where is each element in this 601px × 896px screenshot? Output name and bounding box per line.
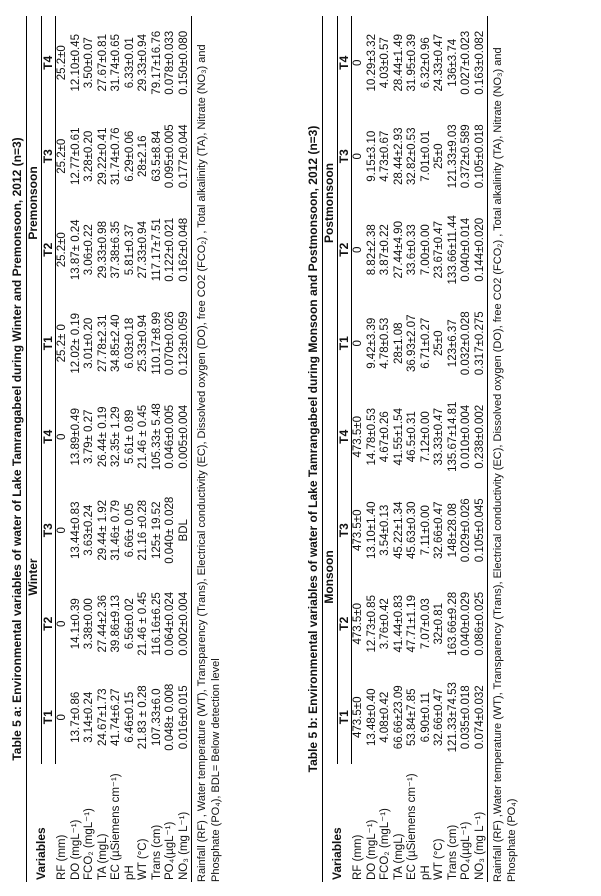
- value-cell: 6.46±0.15: [123, 691, 136, 743]
- value-cell: 32.66±0.47: [433, 688, 445, 746]
- value-cell: 32.66±0.47: [433, 501, 445, 559]
- value-cell: 0: [56, 620, 68, 627]
- value-cell: 29.33±0.94: [137, 34, 149, 92]
- value-cell: 0.040± 0.028: [164, 496, 176, 564]
- value-cell: 24.33±0.47: [433, 34, 445, 92]
- site-column-header: T1: [337, 671, 352, 765]
- value-cell: 0.040±0.029: [460, 591, 472, 656]
- value-cell: 0.317±0.275: [474, 297, 488, 391]
- value-cell: 0.078±0.033: [164, 30, 176, 95]
- site-column-header: T2: [337, 203, 352, 297]
- variables-header: Variables: [323, 764, 352, 882]
- table-row: [474, 16, 488, 882]
- variable-label: RF (mm): [351, 834, 364, 880]
- site-column-header: T2: [41, 577, 56, 671]
- value-cell: 31.46± 0.79: [110, 499, 122, 561]
- value-cell: 473.5±0: [352, 416, 364, 458]
- value-cell: 0.122±0.021: [164, 217, 176, 282]
- variable-label: RF (mm): [55, 834, 68, 880]
- variable-label: PO₄(µgL⁻¹): [164, 821, 176, 880]
- site-column-header: T4: [337, 390, 352, 484]
- value-cell: 9.42±3.39: [365, 317, 378, 369]
- table-row: [420, 16, 434, 882]
- value-cell: 0.040±0.014: [460, 217, 472, 282]
- table-row: [433, 16, 447, 882]
- value-cell: 25.33±0.94: [137, 314, 149, 372]
- value-cell: 133.66±11.44: [446, 215, 459, 285]
- value-cell: 0.095±0.005: [164, 124, 176, 189]
- variable-label: WT (°C): [433, 838, 445, 880]
- value-cell: 39.86±9.13: [110, 595, 122, 653]
- value-cell: 41.44±0.83: [392, 595, 405, 653]
- value-cell: 3.54±0.13: [379, 504, 391, 556]
- variable-label: TA (mgL): [96, 833, 109, 880]
- variable-label: EC (µSiemens cm⁻¹): [406, 773, 418, 880]
- value-cell: 21.46 ± 0.45: [137, 591, 149, 656]
- table-row: [406, 16, 420, 882]
- value-cell: 0.105±0.045: [474, 484, 488, 578]
- value-cell: 25.2±0: [56, 45, 68, 81]
- site-column-header: T2: [41, 203, 56, 297]
- value-cell: 27.78±2.31: [96, 314, 109, 372]
- value-cell: 36.93±2.07: [406, 314, 418, 372]
- value-cell: 0.064±0.024: [164, 591, 176, 656]
- value-cell: 4.73±0.67: [379, 130, 391, 182]
- value-cell: 6.32±0.96: [419, 37, 432, 89]
- table-row: [124, 16, 138, 882]
- value-cell: 29.44± 1.92: [96, 499, 109, 561]
- value-cell: 121.33±9.03: [446, 124, 459, 189]
- value-cell: 6.29±0.06: [123, 130, 136, 182]
- table-5a-grid: [26, 16, 192, 882]
- value-cell: 53.84±7.85: [406, 688, 418, 746]
- value-cell: 28.44±1.49: [392, 34, 405, 92]
- value-cell: 105.33± 5.48: [150, 403, 163, 471]
- value-cell: 6.66± 0.05: [123, 503, 136, 558]
- value-cell: 6.71±0.27: [419, 317, 432, 369]
- value-cell: 13.10±1.40: [365, 501, 378, 559]
- value-cell: 27.67±0.81: [96, 34, 109, 92]
- value-cell: 41.74±6.27: [110, 688, 122, 746]
- value-cell: 45.63±0.30: [406, 501, 418, 559]
- value-cell: 29.33±0.98: [96, 221, 109, 279]
- value-cell: 0.162±0.048: [178, 203, 192, 297]
- value-cell: 473.5±0: [352, 509, 364, 551]
- value-cell: 7.07±0.03: [419, 598, 432, 650]
- table-row: [110, 16, 124, 882]
- value-cell: 21.46 ± 0.45: [137, 404, 149, 469]
- value-cell: 107.33±6.0: [150, 688, 163, 746]
- value-cell: 31.95±0.39: [406, 34, 418, 92]
- variable-label: pH: [419, 865, 432, 880]
- value-cell: 135.67±14.81: [446, 401, 459, 472]
- site-column-header: T3: [41, 110, 56, 204]
- value-cell: 0.048± 0.008: [164, 683, 176, 751]
- value-cell: 12.02± 0.19: [69, 312, 82, 374]
- variable-label: DO (mgL⁻¹): [69, 819, 82, 880]
- value-cell: 0: [352, 153, 364, 160]
- value-cell: 136±3.74: [446, 38, 459, 87]
- table-row: [70, 16, 84, 882]
- value-cell: 33.6±0.33: [406, 224, 418, 276]
- table-row: [56, 16, 70, 882]
- variable-label: DO (mgL⁻¹): [365, 819, 378, 880]
- value-cell: 6.33±0.01: [123, 37, 136, 89]
- site-column-header: T4: [337, 16, 352, 110]
- value-cell: 473.5±0: [352, 696, 364, 738]
- value-cell: 31.74±0.65: [110, 34, 122, 92]
- value-cell: 7.01±0.01: [419, 130, 432, 182]
- value-cell: 25±0: [433, 330, 445, 356]
- value-cell: 473.5±0: [352, 603, 364, 645]
- value-cell: 32.35± 1.29: [110, 406, 122, 468]
- value-cell: 66.66±23.09: [392, 685, 405, 750]
- value-cell: 24.67±1.73: [96, 688, 109, 746]
- table-row: [460, 16, 474, 882]
- site-column-header: T4: [41, 390, 56, 484]
- site-column-header: T4: [41, 16, 56, 110]
- season-header: Postmonsoon: [323, 16, 338, 390]
- value-cell: 32.82±0.53: [406, 127, 418, 185]
- value-cell: 34.85±2.40: [110, 314, 122, 372]
- value-cell: 32±0.81: [433, 603, 445, 645]
- value-cell: 123±6.37: [446, 319, 459, 368]
- value-cell: 6.03±0.18: [123, 317, 136, 369]
- value-cell: 6.56±0.02: [123, 598, 136, 650]
- value-cell: 23.67±0.47: [433, 221, 445, 279]
- value-cell: 45.22±1.34: [392, 501, 405, 559]
- value-cell: 33.33±0.47: [433, 408, 445, 466]
- value-cell: 7.00±0.00: [419, 224, 432, 276]
- value-cell: 125± 19.52: [150, 501, 163, 559]
- variable-label: NO₃ (mg L⁻¹): [474, 764, 488, 882]
- value-cell: 0.086±0.025: [474, 577, 488, 671]
- value-cell: 28.44±2.93: [392, 127, 405, 185]
- value-cell: 27.44±4.90: [392, 221, 405, 279]
- variable-label: pH: [123, 865, 136, 880]
- value-cell: 0.238±0.002: [474, 390, 488, 484]
- value-cell: 21.16 ±0.28: [137, 499, 149, 561]
- value-cell: 0.177±0.044: [178, 110, 192, 204]
- value-cell: 14.1±0.39: [69, 598, 82, 650]
- value-cell: 79.17±16.76: [150, 30, 163, 95]
- value-cell: 3.01±0.20: [83, 317, 95, 369]
- table-row: [393, 16, 407, 882]
- value-cell: 0.016±0.015: [178, 671, 192, 765]
- value-cell: 3.38±0.00: [83, 598, 95, 650]
- value-cell: 26.44± 0.19: [96, 406, 109, 468]
- table-row: [164, 16, 178, 882]
- value-cell: 63.5±8.84: [150, 130, 163, 182]
- value-cell: 9.15±3.10: [365, 130, 378, 182]
- value-cell: 0.150±0.080: [178, 16, 192, 110]
- value-cell: 0.372±0.589: [460, 124, 472, 189]
- value-cell: 4.78±0.53: [379, 317, 391, 369]
- value-cell: 0.046±0.005: [164, 404, 176, 469]
- value-cell: 0: [56, 714, 68, 721]
- value-cell: 0.123±0.059: [178, 297, 192, 391]
- value-cell: 148±28.08: [446, 503, 459, 558]
- value-cell: 0.144±0.020: [474, 203, 488, 297]
- value-cell: 12.10±0.45: [69, 34, 82, 92]
- table-row: [151, 16, 165, 882]
- site-column-header: T1: [41, 671, 56, 765]
- variable-label: TA (mgL): [392, 833, 405, 880]
- site-column-header: T3: [41, 484, 56, 578]
- variable-label: FCO₂ (mgL⁻¹): [83, 808, 95, 880]
- value-cell: 0.027±0.023: [460, 30, 472, 95]
- season-header: Monsoon: [323, 390, 338, 764]
- value-cell: 5.61± 0.89: [123, 409, 136, 464]
- table-5a-footnote: Rainfall (RF) , Water temperature (WT), Transparency (Trans), Electrical conductivity (EC), Dissolved oxygen (DO), free CO2 (FCO₂) , Total alkalinity (TA), Nitrate (NO₃) and Phosphate (PO₄), BDL= Below detection level: [196, 44, 222, 882]
- value-cell: 4.03±0.57: [379, 37, 391, 89]
- value-cell: 0: [56, 527, 68, 534]
- value-cell: 0.035±0.018: [460, 685, 472, 750]
- value-cell: 3.14±0.24: [83, 691, 95, 743]
- value-cell: 0.002±0.004: [178, 577, 192, 671]
- value-cell: 4.08±0.42: [379, 691, 391, 743]
- site-column-header: T2: [337, 577, 352, 671]
- variable-label: Trans (cm): [446, 824, 459, 880]
- value-cell: 27.44±2.36: [96, 595, 109, 653]
- value-cell: 0.032±0.028: [460, 311, 472, 376]
- value-cell: 31.74±0.76: [110, 127, 122, 185]
- value-cell: 13.48±0.40: [365, 688, 378, 746]
- value-cell: 0.005±0.004: [178, 390, 192, 484]
- value-cell: 29.22±0.41: [96, 127, 109, 185]
- season-header: Premonsoon: [27, 16, 42, 390]
- value-cell: 0.029±0.026: [460, 498, 472, 563]
- site-column-header: T3: [337, 484, 352, 578]
- value-cell: 12.73±0.85: [365, 595, 378, 653]
- table-row: [379, 16, 393, 882]
- value-cell: 3.76±0.42: [379, 598, 391, 650]
- value-cell: 25.2± 0: [56, 324, 68, 363]
- value-cell: 117.17±7.51: [150, 218, 163, 282]
- value-cell: 25±0: [433, 143, 445, 169]
- table-row: [178, 16, 192, 882]
- value-cell: 110.17±8.99: [150, 311, 163, 375]
- value-cell: 3.06±0.22: [83, 224, 95, 276]
- variable-label: PO₄(µgL⁻¹): [460, 821, 472, 880]
- value-cell: 0.010±0.004: [460, 404, 472, 469]
- variables-header: Variables: [27, 764, 56, 882]
- table-5b-grid: [322, 16, 488, 882]
- table-5b-footnote: Rainfall (RF) ,Water temperature (WT), Transparency (Trans), Electrical conductivity (EC), Dissolved oxygen (DO), free CO2 (FCO₂) , Total alkalinity (TA), Nitrate (NO₃) and Phosphate (PO₄): [492, 47, 518, 882]
- value-cell: 3.50±0.07: [83, 37, 95, 89]
- value-cell: 0: [352, 59, 364, 66]
- value-cell: 10.29±3.32: [365, 34, 378, 92]
- value-cell: 46.5±0.31: [406, 411, 418, 463]
- value-cell: 7.12±0.00: [419, 411, 432, 463]
- table-row: [447, 16, 461, 882]
- value-cell: 25.2±0: [56, 138, 68, 174]
- value-cell: 0.070±0.026: [164, 311, 176, 376]
- value-cell: 0.163±0.082: [474, 16, 488, 110]
- variable-label: EC (µSiemens cm⁻¹): [110, 773, 122, 880]
- table-5b: [304, 16, 519, 882]
- variable-label: FCO₂ (mgL⁻¹): [379, 808, 391, 880]
- value-cell: 13.87± 0.24: [69, 219, 82, 281]
- value-cell: 3.63±0.24: [83, 504, 95, 556]
- value-cell: 0: [352, 246, 364, 253]
- value-cell: 0.105±0.018: [474, 110, 488, 204]
- value-cell: 25.2±0: [56, 232, 68, 268]
- table-row: [83, 16, 97, 882]
- value-cell: 163.66±9.28: [446, 591, 459, 656]
- variable-label: NO₃ (mg L⁻¹): [178, 764, 192, 882]
- value-cell: 13.89±0.49: [69, 408, 82, 466]
- variable-label: WT (°C): [137, 838, 149, 880]
- table-row: [366, 16, 380, 882]
- table-5b-title: Table 5 b: Environmental variables of water of Lake Tamrangabeel during Monsoon and Postmonsoon, 2012 (n=3): [306, 125, 320, 773]
- season-header: Winter: [27, 390, 42, 764]
- value-cell: 12.77±0.61: [69, 127, 82, 185]
- value-cell: 47.71±1.19: [406, 595, 418, 653]
- table-row: [137, 16, 151, 882]
- value-cell: 8.82±2.38: [365, 224, 378, 276]
- value-cell: BDL: [178, 484, 192, 578]
- value-cell: 121.33±74.53: [446, 682, 459, 753]
- value-cell: 37.38±6.35: [110, 221, 122, 279]
- value-cell: 3.87±0.22: [379, 224, 391, 276]
- value-cell: 13.44±0.83: [69, 501, 82, 559]
- value-cell: 7.11±0.00: [419, 505, 432, 556]
- value-cell: 3.28±0.20: [83, 130, 95, 182]
- site-column-header: T3: [337, 110, 352, 204]
- value-cell: 0.074±0.032: [474, 671, 488, 765]
- site-column-header: T1: [337, 297, 352, 391]
- table-5a-title: Table 5 a: Environmental variables of water of Lake Tamrangabeel during Winter and Premonsoon, 2012 (n=3): [10, 137, 24, 761]
- table-row: [97, 16, 111, 882]
- value-cell: 116.16±6.25: [150, 592, 163, 656]
- value-cell: 14.78±0.53: [365, 408, 378, 466]
- value-cell: 3.79± 0.27: [83, 409, 95, 464]
- value-cell: 21.83 ± 0.28: [137, 685, 149, 750]
- value-cell: 4.67±0.26: [379, 411, 391, 463]
- value-cell: 6.90±0.11: [419, 692, 432, 743]
- table-5a: [8, 16, 223, 882]
- variable-label: Trans (cm): [150, 824, 163, 880]
- value-cell: 5.81±0.37: [123, 224, 136, 276]
- value-cell: 28±1.08: [392, 322, 405, 364]
- value-cell: 13.7±0.86: [69, 691, 82, 743]
- table-row: [352, 16, 366, 882]
- value-cell: 0: [56, 433, 68, 440]
- value-cell: 27.33±0.94: [137, 221, 149, 279]
- site-column-header: T1: [41, 297, 56, 391]
- value-cell: 0: [352, 340, 364, 347]
- value-cell: 41.55±1.54: [392, 408, 405, 466]
- value-cell: 28±2.16: [137, 135, 149, 177]
